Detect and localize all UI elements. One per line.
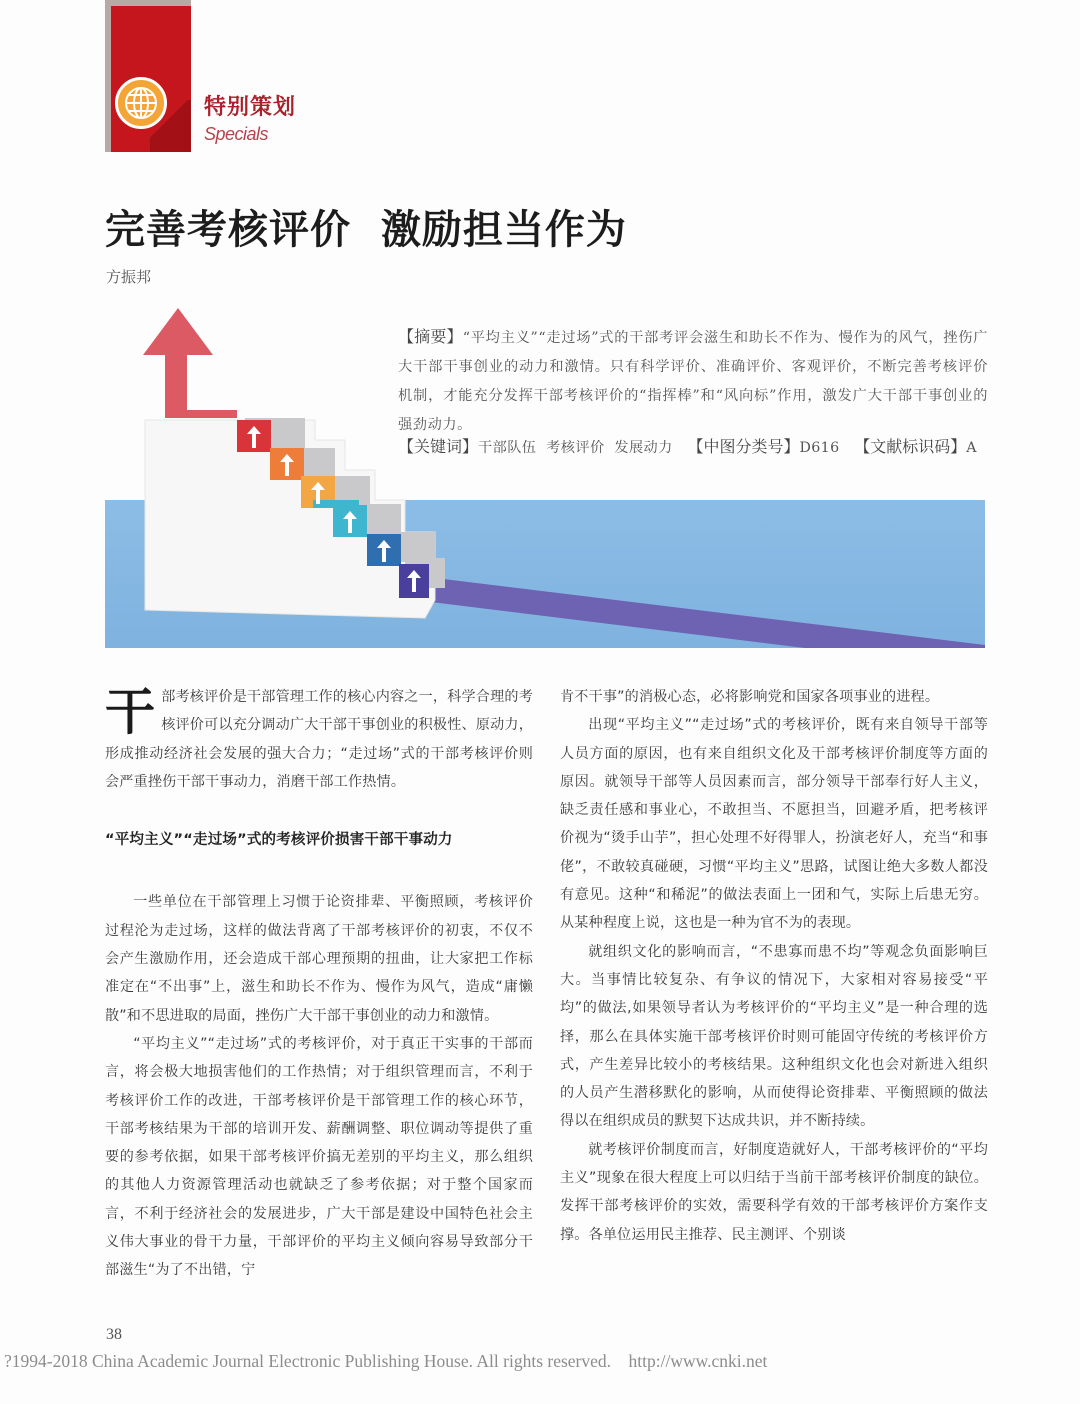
abstract-text: “平均主义”“走过场”式的干部考评会滋生和助长不作为、慢作为的风气，挫伤广大干部干事创业的动力和激情。只有科学评价、准确评价、客观评价，不断完善考核评价机制，才能充分发挥干部考核评价的“指挥棒”和“风向标”作用，激发广大干部干事创业的强劲动力。 [398,330,988,433]
abstract-label: 【摘要】 [398,327,463,346]
keywords-line [398,434,998,457]
globe-icon [115,77,167,129]
page-number: 38 [106,1326,122,1343]
section-heading: “平均主义”“走过场”式的考核评价损害干部干事动力 [105,832,453,849]
keywords-label: 【关键词】 [398,437,479,456]
paragraph: “平均主义”“走过场”式的考核评价，对于真正干实事的干部而言，将会极大地损害他们的工作热情；对于组织管理而言，不利于考核评价工作的改进，干部考核评价是干部管理工作的核心环节，干部考核结果为干部的培训开发、薪酬调整、职位调动等提供了重要的参考依据，如果干部考核评价搞无差别的平均主义，那么组织的其他人力资源管理活动也就缺乏了参考依据；对于整个国家而言，不利于经济社会的发展进步，广大干部是建设中国特色社会主义伟大事业的骨干力量，干部评价的平均主义倾向容易导致部分干部滋生“为了不出错，宁 [105,1035,533,1279]
intro-paragraph: 干部考核评价是干部管理工作的核心内容之一，科学合理的考核评价可以充分调动广大干部干事创业的积极性、原动力，形成推动经济社会发展的强大合力；“走过场”式的干部考核评价则会严重挫伤干部干事动力，消磨干部工作热情。 [105,682,533,790]
article-author: 方振邦 [106,268,152,286]
paragraph: 就组织文化的影响而言，“不患寡而患不均”等观念负面影响巨大。当事情比较复杂、有争议的情况下，大家相对容易接受“平均”的做法,如果领导者认为考核评价的“平均主义”是一种合理的选择，那么在具体实施干部考核评价时则可能固守传统的考核评价方式，产生差异比较小的考核结果。这种组织文化也会对新进入组织的人员产生潜移默化的影响，从而使得论资排辈、平衡照顾的做法得以在组织成员的默契下达成共识，并不断持续。 [560,943,988,1130]
body-column-right [560,683,988,1249]
up-arrow [143,308,237,418]
doc-id-label: 【文献标识码】 [854,437,967,456]
dropcap: 干 [105,682,156,741]
paragraph: 出现“平均主义”“走过场”式的考核评价，既有来自领导干部等人员方面的原因，也有来自组织文化及干部考核评价制度等方面的原因。就领导干部等人员因素而言，部分领导干部奉行好人主义，缺乏责任感和事业心，不敢担当、不愿担当，回避矛盾，把考核评价视为“烫手山芋”，担心处理不好得罪人，扮演老好人，充当“和事佬”，不敢较真碰硬，习惯“平均主义”思路，试图让绝大多数人都没有意见。这种“和稀泥”的做法表面上一团和气，实际上后患无穷。从某种程度上说，这也是一种为官不为的表现。 [560,717,988,932]
paragraph: 肯不干事”的消极心态，必将影响党和国家各项事业的进程。 [560,689,940,705]
section-label-en: Specials [204,124,269,144]
keywords: 干部队伍 考核评价 发展动力 [478,440,673,456]
doc-id: A [966,440,977,456]
clc-label: 【中图分类号】 [687,437,800,456]
copyright-notice: ?1994-2018 China Academic Journal Electronic Publishing House. All rights reserved. http://www.cnki.net [4,1351,768,1371]
body-column-left [105,683,533,1285]
paragraph: 就考核评价制度而言，好制度造就好人，干部考核评价的“平均主义”现象在很大程度上可以归结于当前干部考核评价制度的缺位。发挥干部考核评价的实效，需要科学有效的干部考核评价方案作支撑。各单位运用民主推荐、民主测评、个别谈 [560,1141,988,1243]
clc-code: D616 [799,440,840,456]
article-title: 完善考核评价 激励担当作为 [105,207,627,253]
section-label-cn: 特别策划 [204,95,297,120]
abstract [398,322,988,440]
paragraph: 一些单位在干部管理上习惯于论资排辈、平衡照顾，考核评价过程沦为走过场，这样的做法背离了干部考核评价的初衷，不仅不会产生激励作用，还会造成干部心理预期的扭曲，让大家把工作标准定在“不出事”上，滋生和助长不作为、慢作为风气，造成“庸懒散”和不思进取的局面，挫伤广大干部干事创业的动力和激情。 [105,894,533,1024]
